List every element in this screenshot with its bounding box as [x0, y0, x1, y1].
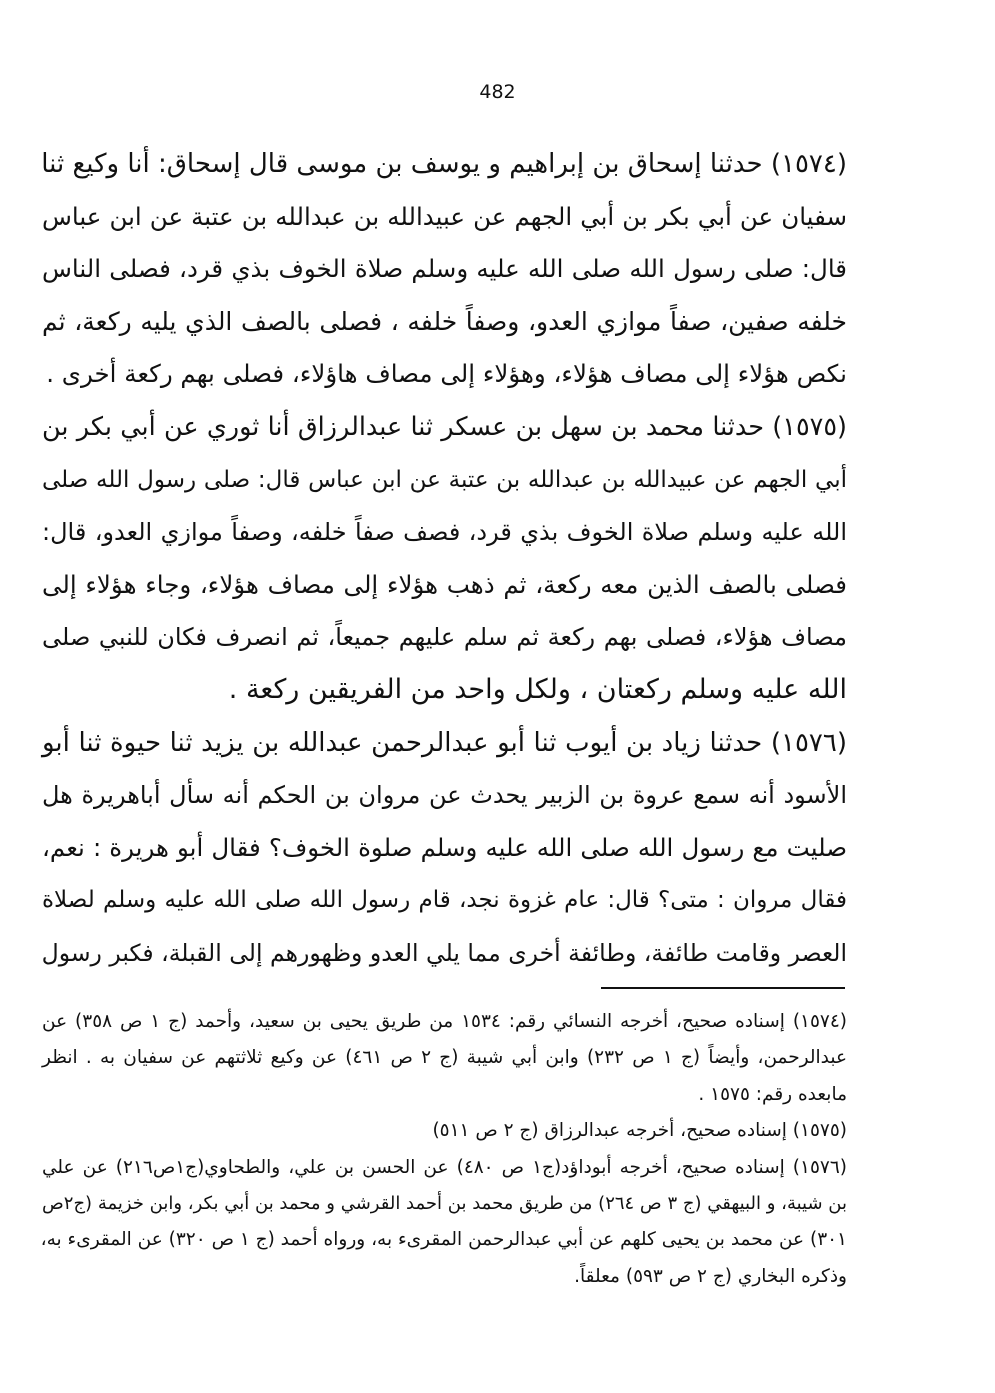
footnote-line: عبدالرحمن، وأيضاً (ج ١ ص ٢٣٢) وابن أبي شيبة (ج ٢ ص ٤٦١) عن وكيع ثلاثتهم عن سفيان به . انظر [42, 1047, 847, 1069]
text-line: (١٥٧٦) حدثنا زياد بن أيوب ثنا أبو عبدالرحمن عبدالله بن يزيد ثنا حيوة ثنا أبو [42, 727, 847, 758]
text-line: الله عليه وسلم صلاة الخوف بذي قرد، فصف صفاً خلفه، وصفاً موازي العدو، قال: [42, 518, 847, 547]
text-line: صليت مع رسول الله صلى الله عليه وسلم صلوة الخوف؟ فقال أبو هريرة : نعم، [42, 832, 847, 862]
footnote-line: بن شيبة، و البيهقي (ج ٣ ص ٢٦٤) من طريق محمد بن أحمد القرشي و محمد بن أبي بكر، وابن خزيمة (ج٢ص [42, 1192, 847, 1214]
footnote-line: وذكره البخاري (ج ٢ ص ٥٩٣) معلقاً. [574, 1265, 847, 1287]
text-line: سفيان عن أبي بكر بن أبي الجهم عن عبيدالله بن عبدالله بن عتبة عن ابن عباس [42, 201, 847, 231]
text-line: العصر وقامت طائفة، وطائفة أخرى مما يلي العدو وظهورهم إلى القبلة، فكبر رسول [41, 938, 847, 967]
footnote-line: ٣٠١) عن محمد بن يحيى كلهم عن أبي عبدالرحمن المقرىء به، ورواه أحمد (ج ١ ص ٣٢٠) عن المقرىء به، [40, 1229, 847, 1251]
text-line: فصلى بالصف الذين معه ركعة، ثم ذهب هؤلاء إلى مصاف هؤلاء، وجاء هؤلاء إلى [42, 569, 847, 599]
footnote-line: مابعده رقم: ١٥٧٥ . [698, 1083, 847, 1105]
text-line: أبي الجهم عن عبيدالله بن عبدالله بن عتبة عن ابن عباس قال: صلى رسول الله صلى [42, 466, 847, 493]
text-line: مصاف هؤلاء، فصلى بهم ركعة ثم سلم عليهم جميعاً، ثم انصرف فكان للنبي صلى [42, 623, 847, 652]
footnote-line: (١٥٧٤) إسناده صحيح، أخرجه النسائي رقم: ١٥٣٤ من طريق يحيى بن سعيد، وأحمد (ج ١ ص ٣٥٨) عن [42, 1011, 848, 1032]
text-line: الأسود أنه سمع عروة بن الزبير يحدث عن مروان بن الحكم أنه سأل أباهريرة هل [42, 781, 847, 810]
footnotes [42, 1004, 847, 1295]
text-line: (١٥٧٤) حدثنا إسحاق بن إبراهيم و يوسف بن موسى قال إسحاق: أنا وكيع ثنا [41, 149, 847, 179]
text-line: خلفه صفين، صفاً موازي العدو، وصفاً خلفه ، فصلى بالصف الذي يليه ركعة، ثم [42, 306, 847, 336]
text-line: (١٥٧٥) حدثنا محمد بن سهل بن عسكر ثنا عبدالرزاق أنا ثوري عن أبي بكر بن [42, 411, 847, 442]
text-line: نكص هؤلاء إلى مصاف هؤلاء، وهؤلاء إلى مصاف هاؤلاء، فصلى بهم ركعة أخرى . [46, 359, 847, 389]
text-line: فقال مروان : متى؟ قال: عام غزوة نجد، قام رسول الله صلى الله عليه وسلم لصلاة [42, 887, 847, 914]
footnote-separator [601, 987, 845, 989]
page-number: 482 [479, 81, 516, 103]
footnote-line: (١٥٧٦) إسناده صحيح، أخرجه أبوداؤد(ج١ ص ٤٨٠) عن الحسن بن علي، والطحاوي(ج١ص٢١٦) عن علي [42, 1156, 847, 1178]
text-line: الله عليه وسلم ركعتان ، ولكل واحد من الفريقين ركعة . [228, 673, 847, 705]
footnote-line: (١٥٧٥) إسناده صحيح، أخرجه عبدالرزاق (ج ٢ ص ٥١١) [432, 1120, 847, 1142]
text-line: قال: صلى رسول الله صلى الله عليه وسلم صلاة الخوف بذي قرد، فصلى الناس [42, 254, 847, 284]
hadith-text [42, 138, 847, 980]
